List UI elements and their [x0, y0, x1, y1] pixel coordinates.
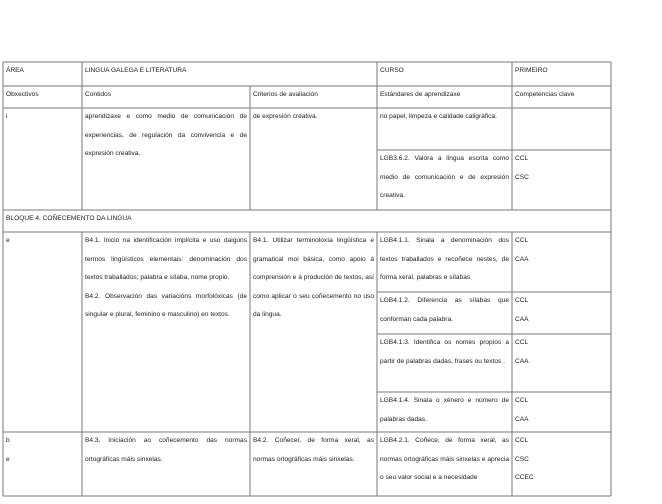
- row1-standard-b: LGB3.6.2. Valora a lingua escrita como medio de comunicación e de expresión creativa.: [380, 155, 509, 200]
- row3-standard: LGB4.2.1. Coñece, de forma xeral, as normas ortográficas máis sinxelas e aprecia o seu valor social e a necesidade: [380, 437, 509, 482]
- competence-code: CCL: [515, 155, 529, 162]
- competence-code: CAA: [515, 415, 529, 423]
- course-label: CURSO: [380, 67, 404, 74]
- col-standards: Estándares de aprendizaxe: [380, 91, 461, 98]
- competences-lgb413: [515, 334, 529, 371]
- objective-code: e: [6, 455, 10, 463]
- row2-objective: e: [6, 237, 10, 244]
- col-contents: Contidos: [85, 91, 112, 98]
- competence-code: CCL: [515, 397, 529, 404]
- block4-title: BLOQUE 4. COÑECEMENTO DA LINGUA: [6, 215, 132, 222]
- competence-code: CCL: [515, 297, 529, 304]
- competence-code: CAA: [515, 357, 529, 365]
- competences-lgb414: [515, 392, 529, 429]
- row2-criteria: B4.1. Utilizar terminoloxía lingüística e gramatical moi básica, como apoio á comprensión e á produción de textos, así como aplicar o seu coñecemento no uso da lingua.: [253, 237, 374, 319]
- area-value: LINGUA GALEGA E LITERATURA: [85, 67, 187, 74]
- competences-lgb412: [515, 292, 529, 329]
- row3-competences: [515, 432, 534, 488]
- standard-lgb411: LGB4.1.1. Sinala a denominación dos textos traballados e recoñece nestes, de forma xeral, palabras e sílabas: [380, 237, 509, 282]
- row1-criteria: de expresión creativa.: [253, 113, 318, 120]
- competence-code: CCL: [515, 237, 529, 244]
- row1-standard-a: no papel, limpeza e calidade caligráfica.: [380, 113, 497, 120]
- row3-criteria: B4.2. Coñecer, de forma xeral, as normas ortográficas máis sinxelas.: [253, 437, 374, 463]
- row3-objectives: [6, 432, 10, 469]
- col-objectives: Obxectivos: [6, 91, 39, 98]
- content-b42: B4.2. Observación das variacións morfolóxicas (de singular e plural, feminino e masculino) en textos.: [85, 292, 247, 319]
- row2-contents: [85, 232, 247, 325]
- content-b41: B4.1. Inicio na identificación implícita e uso daigúns termos lingüísticos elementais: denominación dos textos traballados; palabra e sílaba, nome propio.: [85, 237, 247, 282]
- competence-code: CCL: [515, 437, 529, 444]
- col-competences: Competencias clave: [515, 91, 575, 98]
- competence-code: CAA: [515, 255, 529, 263]
- competence-code: CCEC: [515, 474, 534, 482]
- area-label: ÁREA: [6, 67, 24, 74]
- standard-lgb413: LGB4.1.3. Identifica os nomes propios a partir de palabras dadas, frases ou textos .: [380, 339, 509, 365]
- row1-objective: i: [6, 113, 8, 120]
- standard-lgb412: LGB4.1.2. Diferencia as sílabas que conforman cada palabra.: [380, 297, 509, 323]
- row3-contents: B4.3. Iniciación ao coñecemento das normas ortográficas máis sinxelas.: [85, 437, 247, 463]
- competence-code: CAA: [515, 315, 529, 323]
- competence-code: CSC: [515, 455, 529, 463]
- course-value: PRIMEIRO: [515, 67, 548, 74]
- standard-lgb414: LGB4.1.4. Sinala o xénero e número de palabras dadas.: [380, 397, 509, 423]
- row1-competences-b: [515, 150, 529, 187]
- competences-lgb411: [515, 232, 529, 269]
- objective-code: b: [6, 437, 10, 444]
- competence-code: CCL: [515, 339, 529, 346]
- col-criteria: Criterios de avaliación: [253, 91, 318, 98]
- competence-code: CSC: [515, 173, 529, 181]
- row1-contents: aprendizaxe e como medio de comunicación de experiencias, de regulación da convivencia e de expresión creativa.: [85, 113, 247, 158]
